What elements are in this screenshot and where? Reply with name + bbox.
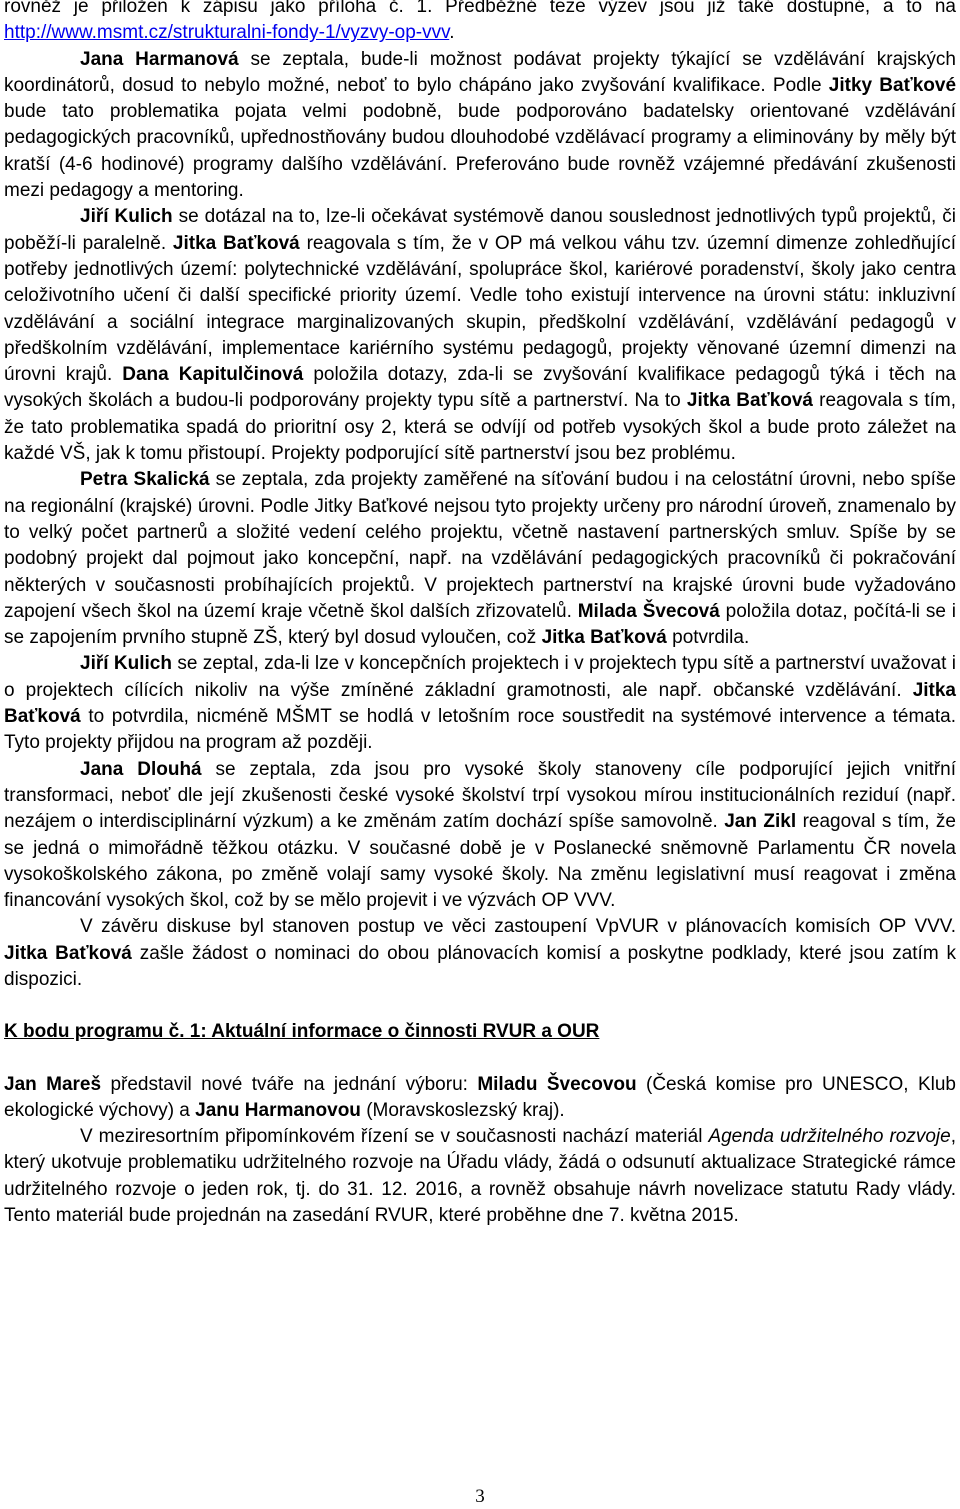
text-run: to potvrdila, nicméně MŠMT se hodlá v letošním roce soustředit na systémové intervence a témata. Tyto projekty přijdou na program až později. [4,706,956,754]
paragraph-skalicka-question [4,467,956,651]
speaker-name: Jiří Kulich [80,653,172,675]
paragraph-interministerial-review [4,1124,956,1229]
speaker-name: Jiří Kulich [80,206,173,228]
document-title-italic: Agenda udržitelného rozvoje [708,1126,951,1148]
speaker-name: Petra Skalická [80,469,210,491]
text-run: V meziresortním připomínkovém řízení se v současnosti nachází materiál [80,1126,709,1148]
text-run: V závěru diskuse byl stanoven postup ve věci zastoupení VpVUR v plánovacích komisích OP VVV. [80,916,956,938]
text-run: (Moravskoslezský kraj). [360,1099,565,1121]
speaker-name: Jana Harmanová [80,48,239,70]
text-run: , který ukotvuje problematiku udržitelného rozvoje na Úřadu vlády, žádá o odsunutí aktualizace Strategické rámce udržitelného rozvoje o jeden rok, tj. do 31. 12. 2016, a rovněž obsahuje návrh novelizace statutu Rady vlády. Tento materiál bude projednán na zasedání RVUR, které proběhne dne 7. května 2015. [4,1126,956,1227]
text-run: se dotázal na to, lze-li očekávat systémově danou souslednost jednotlivých typů projektů, či poběží-li paralelně. [4,206,956,254]
page-number: 3 [475,1486,485,1507]
speaker-name: Jana Dlouhá [80,758,202,780]
text-run: reagoval s tím, že se jedná o mimořádně těžkou otázku. V současné době je v Poslanecké sněmovně Parlamentu ČR novela vysokoškolského zákona, po změně volají samy vysoké školy. Na změnu legislativní musí reagovat i změna financování vysokých škol, což by se mělo projevit i ve výzvách OP VVV. [4,811,956,912]
speaker-name: Jitka Baťková [172,232,300,254]
paragraph-kulich-question [4,204,956,467]
text-run: zašle žádost o nominaci do obou plánovacích komisí a poskytne podklady, které jsou zatím k dispozici. [4,942,957,990]
speaker-name: Jan Mareš [4,1073,102,1095]
speaker-name: Jitka Baťková [541,627,667,649]
text-run: se zeptala, zda jsou pro vysoké školy stanoveny cíle podporující jejich vnitřní transformaci, neboť dle její zkušenosti české vysoké školství trpí vysokou mírou institucionálních reziduí (např. nezájem o interdisciplinární výzkum) a ke změnám zatím dochází spíše samovolně. [4,758,956,833]
text-run: se zeptala, zda projekty zaměřené na síťování budou i na celostátní úrovni, nebo spíše na regionální (krajské) úrovni. Podle Jitky Baťkové nejsou tyto projekty určeny pro národní úroveň, znamenalo by to velký počet partnerů a složité vedení celého projektu, včetně nastavení partnerských smluv. Spíše by se podobný projekt dal pojmout jako koncepční, např. na vzdělávání pedagogických pracovníků či pokračování některých v současnosti probíhajících projektů. V projektech partnerství na krajské úrovni bude vyžadováno zapojení všech škol na území kraje včetně škol dalších zřizovatelů. [4,469,956,622]
speaker-name: Jan Zikl [724,811,797,833]
speaker-name: Jitky Baťkové [828,74,957,96]
speaker-name: Dana Kapitulčinová [122,364,304,386]
paragraph-attachment-note [4,0,956,47]
text-run: reagovala s tím, že v OP má velkou váhu tzv. územní dimenze zohledňující potřeby jednotlivých území: polytechnické vzdělávání, spolupráce škol, kariérové poradenství, školy jako centra celoživotního učení či další specifické priority území. Vedle toho existují intervence na úrovni státu: inkluzivní vzdělávání a sociální integrace marginalizovaných skupin, předškolní vzdělávání, vzdělávání pedagogů v předškolním vzdělávání, implementace kariérního systému pedagogů, projekty věnované územní dimenzi na úrovni krajů. [4,232,957,386]
paragraph-harmanova-question [4,47,956,205]
text-run: položila dotazy, zda-li se zvyšování kvalifikace pedagogů týká i těch na vysokých školách a budou-li podporovány projekty typu sítě a partnerství. Na to [4,364,956,412]
speaker-name: Milada Švecová [577,600,720,622]
text-run: se zeptala, bude-li možnost podávat projekty týkající se vzdělávání krajských koordinátorů, dosud to nebylo možné, neboť to bylo chápáno jako zvyšování kvalifikace. Podle [4,48,956,96]
paragraph-mares-introduction [4,1072,956,1125]
text-run: potvrdila. [666,627,750,649]
paragraph-discussion-conclusion [4,914,956,993]
text-run: se zeptal, zda-li lze v koncepčních projektech i v projektech typu sítě a partnerství uvažovat i o projektech cílících nikoliv na výše zmíněné základní gramotnosti, ale např. občanské vzdělávání. [4,653,956,701]
text-run: . [449,22,455,44]
paragraph-dlouha-question [4,757,956,915]
speaker-name: Jitka Baťková [686,390,814,412]
paragraph-kulich-second-question [4,651,956,756]
speaker-name: Jitka Baťková [4,942,132,964]
speaker-name: Miladu Švecovou [477,1073,637,1095]
text-run: rovněž je přiložen k zápisu jako příloha č. 1. Předběžné teze výzev jsou již také dostupné, a to na [4,0,956,17]
speaker-name: Jitka Baťková [4,679,956,728]
section-heading-agenda-item-1: K bodu programu č. 1: Aktuální informace o činnosti RVUR a OUR [4,1021,600,1043]
speaker-name: Janu Harmanovou [195,1099,361,1121]
document-body [4,0,956,1229]
text-run: představil nové tváře na jednání výboru: [101,1073,478,1095]
text-run: reagovala s tím, že tato problematika spadá do prioritní osy 2, která se odvíjí od potřeb vysokých škol a bude proto záležet na každé VŠ, jak k tomu přistoupí. Projekty podporující sítě partnerství jsou bez problému. [4,390,956,465]
msmt-calls-link[interactable]: http://www.msmt.cz/strukturalni-fondy-1/vyzvy-op-vvv [4,22,450,44]
text-run: (Česká komise pro UNESCO, Klub ekologické výchovy) a [4,1073,956,1121]
text-run: položila dotaz, počítá-li se i se zapojením prvního stupně ZŠ, který byl dosud vyloučen, což [4,600,956,649]
text-run: bude tato problematika pojata velmi podobně, bude podporováno badatelsky orientované vzdělávání pedagogických pracovníků, upřednostňovány budou dlouhodobé vzdělávací programy a eliminovány by měly být kratší (4-6 hodinové) programy dalšího vzdělávání. Preferováno bude rovněž vzájemné předávání zkušenosti mezi pedagogy a mentoring. [4,101,956,202]
